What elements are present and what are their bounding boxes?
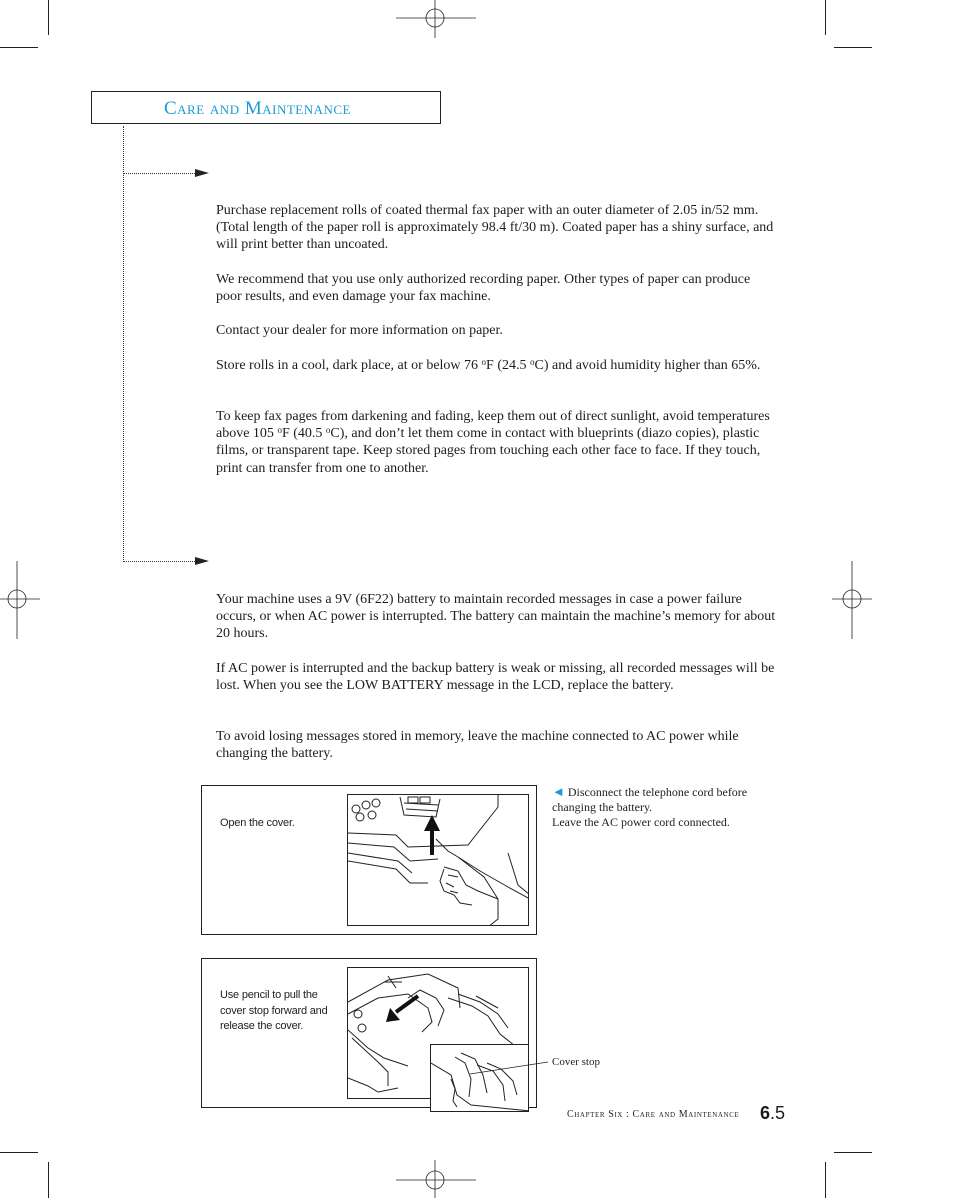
crop-mark (825, 1162, 826, 1198)
open-cover-illustration (347, 794, 529, 926)
note-text-2: Leave the AC power cord connected. (552, 815, 730, 829)
degree-mark: o (325, 425, 331, 436)
degree-mark: o (481, 357, 487, 367)
footer-chapter: Chapter Six : Care and Maintenance (567, 1109, 740, 1120)
paragraph: Your machine uses a 9V (6F22) battery to maintain recorded messages in case a power failure occurs, or when AC power is interrupted. The battery can maintain the machine’s memory for about 20 hours. (216, 592, 776, 642)
figure-caption: Open the cover. (220, 817, 295, 829)
registration-mark-icon (396, 0, 476, 40)
crop-mark (0, 47, 38, 48)
crop-mark (0, 1152, 38, 1153)
paragraph: Contact your dealer for more information on paper. (216, 323, 503, 338)
degree-mark: o (530, 357, 535, 367)
registration-mark-icon (832, 561, 872, 639)
chapter-title: Care and Maintenance (164, 98, 351, 119)
section-guide-line (123, 561, 195, 562)
section-arrow-icon (195, 557, 209, 565)
paragraph: To avoid losing messages stored in memory, leave the machine connected to AC power while changing the battery. (216, 729, 739, 762)
text-run: Store rolls in a cool, dark place, at or below 76 (216, 358, 482, 373)
page-number-major: 6 (760, 1103, 771, 1123)
registration-mark-icon (0, 561, 40, 639)
crop-mark (834, 47, 872, 48)
figure-caption: Use pencil to pull the cover stop forward and release the cover. (220, 989, 328, 1032)
crop-mark (825, 0, 826, 35)
text-run: F (40.5 (281, 426, 326, 442)
paragraph: If AC power is interrupted and the backup battery is weak or missing, all recorded messages will be lost. When you see the LOW BATTERY message in the LCD, replace the battery. (216, 661, 775, 694)
fax-open-cover-icon (348, 795, 529, 926)
chapter-header-box (91, 91, 441, 124)
paragraph (216, 357, 778, 374)
section-guide-line (123, 126, 124, 562)
registration-mark-icon (396, 1160, 476, 1198)
crop-mark (834, 1152, 872, 1153)
text-run: C) and avoid humidity higher than 65%. (534, 358, 761, 373)
page-number-minor: .5 (770, 1103, 786, 1123)
paragraph (216, 408, 778, 477)
paragraph: Purchase replacement rolls of coated thermal fax paper with an outer diameter of 2.05 in/52 mm. (Total length of the paper roll is approximately 98.4 ft/30 m). Coated paper has a shiny surface, and will print better than uncoated. (216, 203, 774, 253)
callout-line (470, 1054, 550, 1084)
text-run: C), and don’t let them come in contact with blueprints (diazo copies), plastic films, or transparent tape. Keep stored pages from touching each other face to face. If they touch, print can transfer from one to another. (216, 426, 761, 476)
note-text: Disconnect the telephone cord before changing the battery. (552, 785, 748, 814)
text-run: F (24.5 (486, 358, 530, 373)
crop-mark (48, 1162, 49, 1198)
text-run: To keep fax pages from darkening and fading, keep them out of direct sunlight, avoid temperatures above 105 (216, 409, 770, 442)
note-arrow-icon: ◄ (552, 784, 565, 799)
figure-step-2 (201, 958, 537, 1108)
section-arrow-icon (195, 169, 209, 177)
crop-mark (48, 0, 49, 35)
paragraph: We recommend that you use only authorized recording paper. Other types of paper can produce poor results, and even damage your fax machine. (216, 272, 751, 305)
figure-step-1 (201, 785, 537, 935)
degree-mark: o (277, 425, 282, 436)
page-number (760, 1103, 785, 1124)
section-guide-line (123, 173, 195, 174)
side-note (552, 784, 782, 830)
cover-stop-label: Cover stop (552, 1056, 600, 1068)
